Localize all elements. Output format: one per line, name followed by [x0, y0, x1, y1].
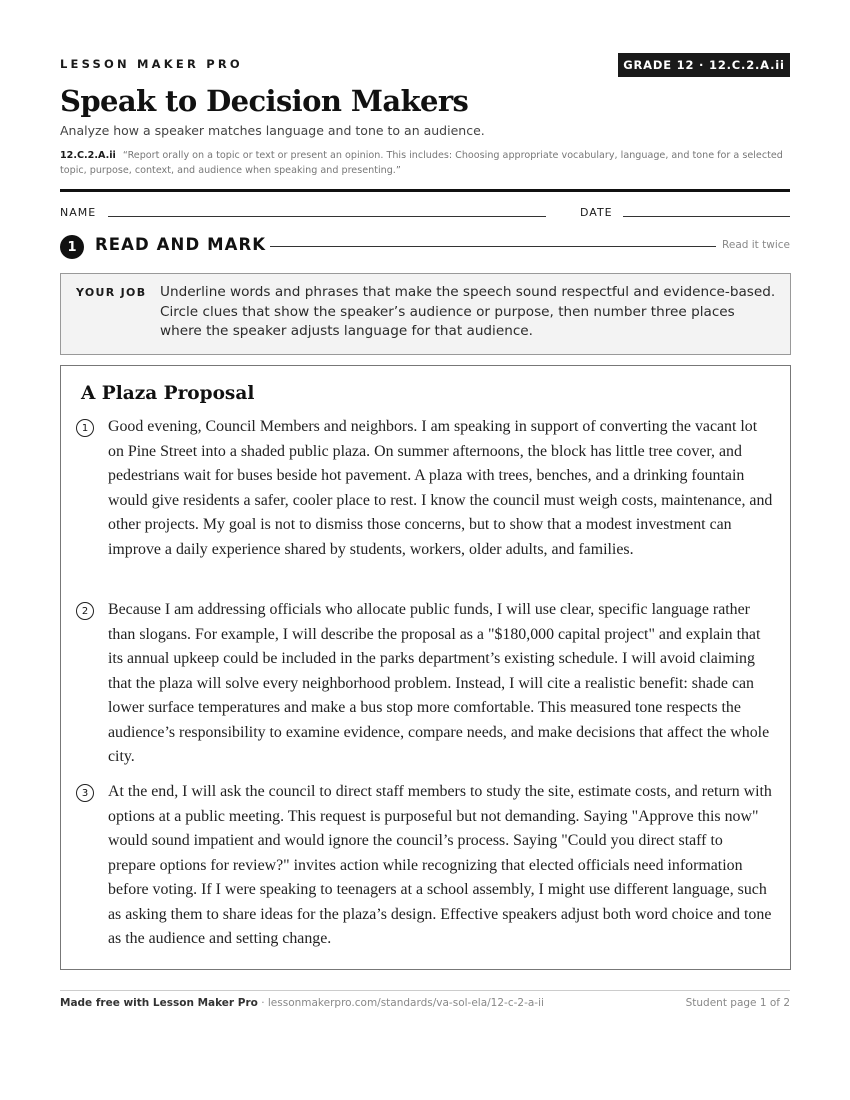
section-title: READ AND MARK	[95, 235, 267, 254]
header-divider	[60, 189, 790, 192]
footer-page-number: Student page 1 of 2	[685, 997, 790, 1009]
instructions-text: Underline words and phrases that make the speech sound respectful and evidence-based. Circle clues that show the speaker’s audience or purpose, then number three places where the speaker adjusts language for that audience.	[160, 284, 776, 340]
paragraph-text: Because I am addressing officials who allocate public funds, I will use clear, specific language rather than slogans. For example, I will describe the proposal as a "$180,000 capital project" and explain that its annual upkeep could be included in the parks department’s existing schedule. I will avoid claiming that the plaza will solve every neighborhood problem. Instead, I will cite a realistic benefit: shade can lower surface temperatures and make a bus stop more comfortable. This measured tone respects the audience’s responsibility to examine evidence, compare needs, and make decisions that affect the whole city.	[108, 601, 770, 765]
standard-text: “Report orally on a topic or text or present an opinion. This includes: Choosing appropriate vocabulary, language, and tone for a selected topic, purpose, context, and audience when speaking and presenting.”	[60, 150, 783, 176]
name-field-line[interactable]	[108, 216, 546, 217]
standard-statement	[60, 148, 790, 178]
brand-name: LESSON MAKER PRO	[60, 57, 243, 71]
instructions-box	[60, 273, 791, 355]
name-label: NAME	[60, 206, 97, 219]
section-divider	[270, 246, 716, 247]
passage-title: A Plaza Proposal	[81, 383, 255, 404]
page-title: Speak to Decision Makers	[60, 84, 469, 118]
footer-made-with: Made free with Lesson Maker Pro	[60, 997, 258, 1009]
page-subtitle: Analyze how a speaker matches language and tone to an audience.	[60, 123, 485, 138]
section-number-badge: 1	[60, 235, 84, 259]
date-field-line[interactable]	[623, 216, 790, 217]
footer-credit	[60, 997, 544, 1009]
paragraph-text: At the end, I will ask the council to direct staff members to study the site, estimate costs, and return with options at a public meeting. This request is purposeful but not demanding. Saying "Approve this now" would sound impatient and would ignore the council’s process. Saying "Could you direct staff to prepare options for review?" invites action while recognizing that elected officials need information before voting. If I were speaking to teenagers at a school assembly, I might use different language, such as asking them to share ideas for the plaza’s design. Effective speakers adjust both word choice and tone as the audience and setting change.	[108, 783, 772, 947]
section-note: Read it twice	[722, 239, 790, 251]
paragraph-text: Good evening, Council Members and neighbors. I am speaking in support of converting the vacant lot on Pine Street into a shaded public plaza. On summer afternoons, the block has little tree cover, and pedestrians wait for buses beside hot pavement. A plaza with trees, benches, and a drinking fountain would give residents a safer, cooler place to rest. I know the council must weigh costs, maintenance, and other projects. My goal is not to dismiss those concerns, but to show that a modest investment can improve a daily experience shared by students, workers, older adults, and families.	[108, 418, 773, 558]
instructions-label: YOUR JOB	[76, 286, 147, 299]
standard-code: 12.C.2.A.ii	[60, 150, 116, 161]
paragraph-number: 1	[76, 419, 94, 437]
paragraph-number: 3	[76, 784, 94, 802]
reading-passage	[60, 365, 791, 970]
date-label: DATE	[580, 206, 613, 219]
paragraph-number: 2	[76, 602, 94, 620]
grade-badge: GRADE 12 · 12.C.2.A.ii	[618, 53, 790, 77]
footer-divider	[60, 990, 790, 991]
footer-url[interactable]: · lessonmakerpro.com/standards/va-sol-ela/12-c-2-a-ii	[257, 997, 544, 1009]
